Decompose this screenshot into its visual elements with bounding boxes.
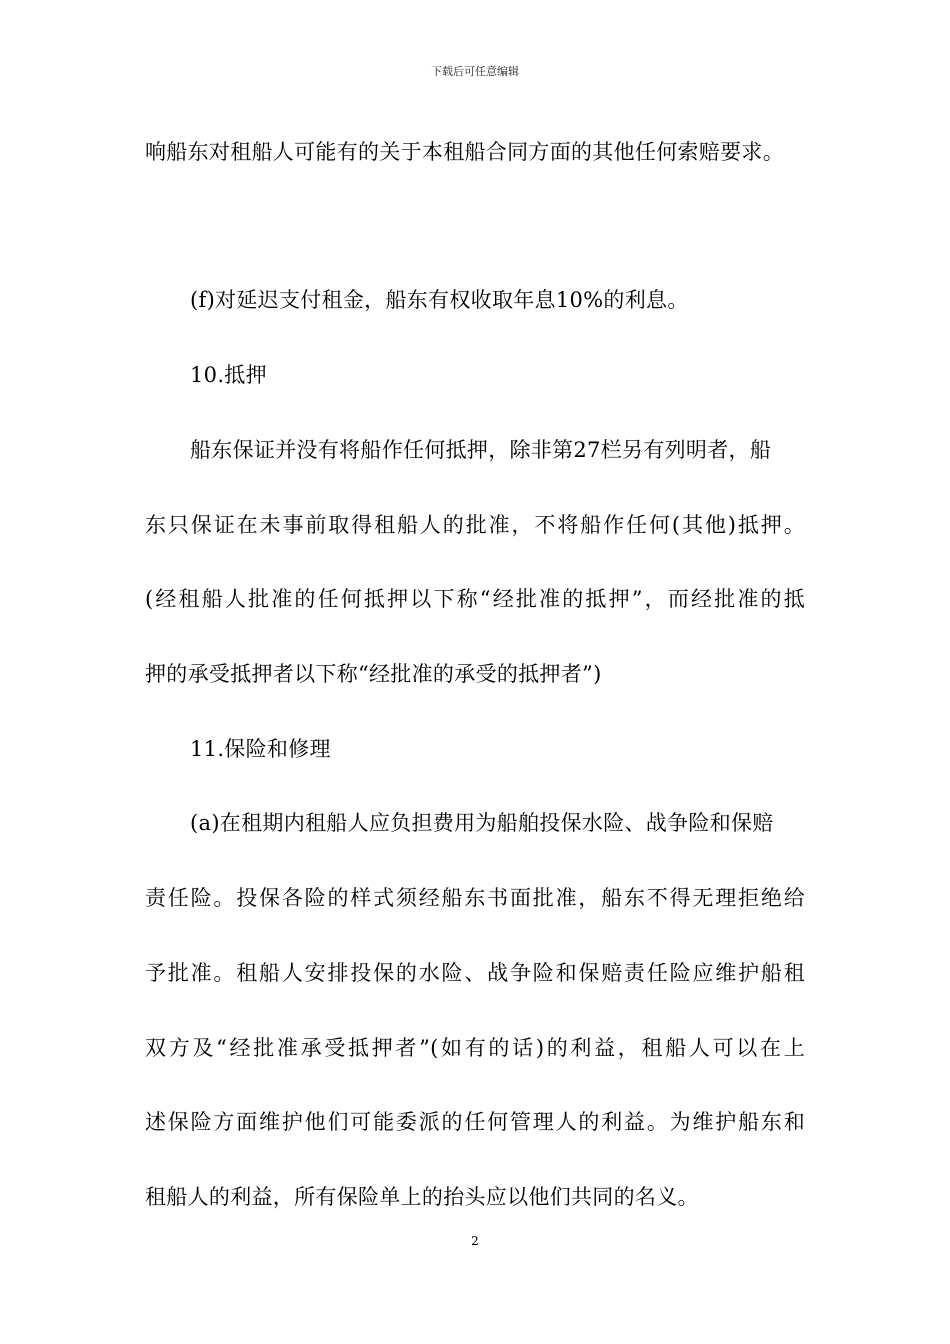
paragraph-line: 东只保证在未事前取得租船人的批准，不将船作任何(其他)抵押。 xyxy=(145,513,805,537)
paragraph-line: 押的承受抵押者以下称“经批准的承受的抵押者”) xyxy=(145,662,602,686)
paragraph-line: 述保险方面维护他们可能委派的任何管理人的利益。为维护船东和 xyxy=(145,1110,805,1134)
section-heading: 10.抵押 xyxy=(190,363,267,387)
paragraph-line: 予批准。租船人安排投保的水险、战争险和保赔责任险应维护船租 xyxy=(145,961,805,985)
paragraph-line: (f)对延迟支付租金，船东有权收取年息10%的利息。 xyxy=(190,288,689,312)
page-number: 2 xyxy=(471,1234,479,1248)
paragraph-line: (a)在租期内租船人应负担费用为船舶投保水险、战争险和保赔 xyxy=(190,811,774,835)
paragraph-line: 船东保证并没有将船作任何抵押，除非第27栏另有列明者，船 xyxy=(190,438,772,462)
paragraph-line: 责任险。投保各险的样式须经船东书面批准，船东不得无理拒绝给 xyxy=(145,886,805,910)
section-heading: 11.保险和修理 xyxy=(190,737,331,761)
page-header: 下载后可任意编辑 xyxy=(431,65,519,78)
paragraph-line: 双方及“经批准承受抵押者”(如有的话)的利益，租船人可以在上 xyxy=(145,1036,805,1060)
paragraph-line: (经租船人批准的任何抵押以下称“经批准的抵押”，而经批准的抵 xyxy=(145,587,805,611)
paragraph-line: 响船东对租船人可能有的关于本租船合同方面的其他任何索赔要求。 xyxy=(145,140,784,164)
paragraph-line: 租船人的利益，所有保险单上的抬头应以他们共同的名义。 xyxy=(145,1185,699,1209)
